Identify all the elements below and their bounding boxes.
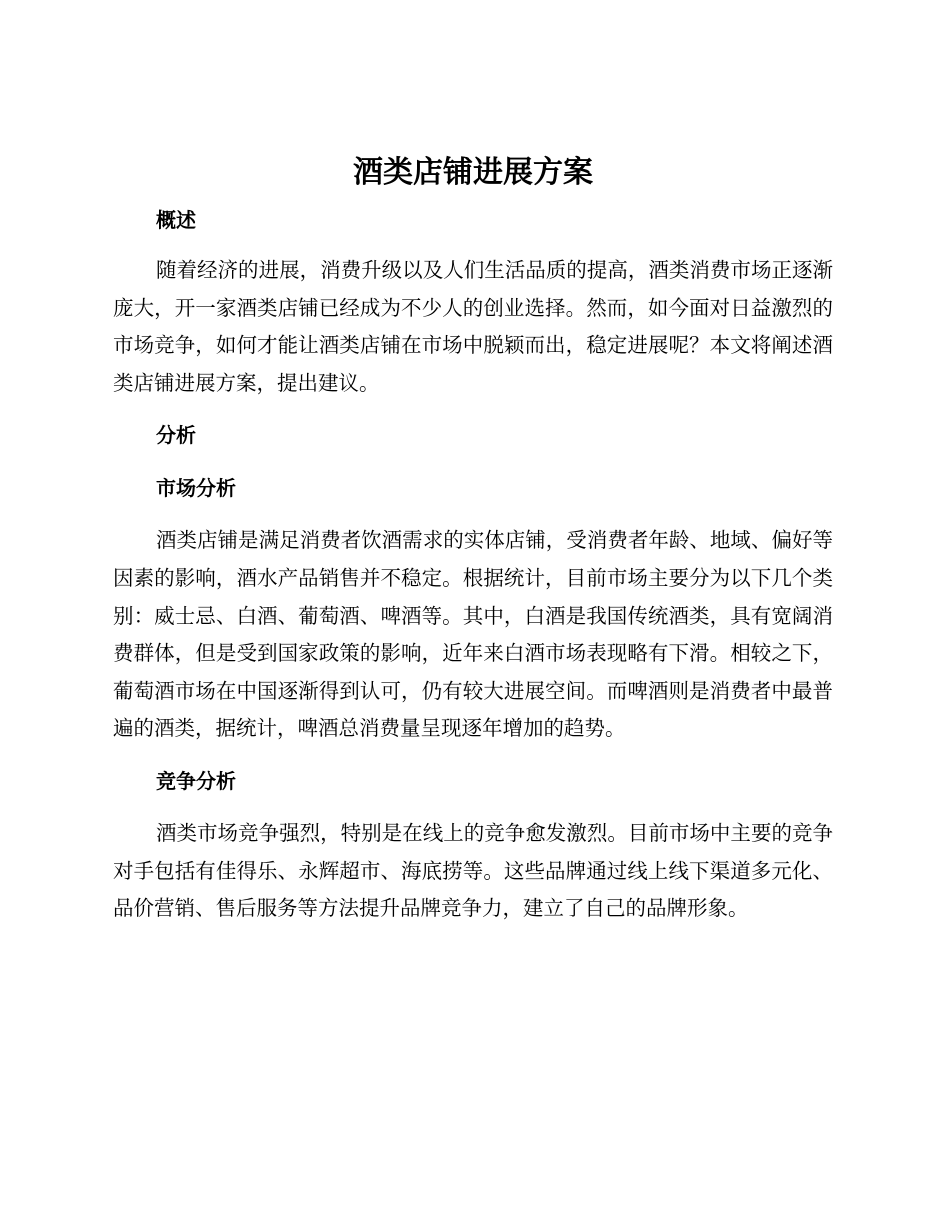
section-heading-competition-analysis: 竞争分析 — [156, 768, 236, 793]
section-heading-market-analysis: 市场分析 — [156, 476, 236, 501]
section-paragraph-market-analysis: 酒类店铺是满足消费者饮酒需求的实体店铺，受消费者年龄、地域、偏好等因素的影响，酒水产品销售并不稳定。根据统计，目前市场主要分为以下几个类别：威士忌、白酒、葡萄酒、啤酒等。其中，白酒是我国传统酒类，具有宽阔消费群体，但是受到国家政策的影响，近年来白酒市场表现略有下滑。相较之下，葡萄酒市场在中国逐渐得到认可，仍有较大进展空间。而啤酒则是消费者中最普遍的酒类，据统计，啤酒总消费量呈现逐年增加的趋势。 — [113, 528, 833, 741]
section-heading-analysis: 分析 — [156, 423, 196, 448]
section-paragraph-competition-analysis: 酒类市场竞争强烈，特别是在线上的竞争愈发激烈。目前市场中主要的竞争对手包括有佳得乐、永辉超市、海底捞等。这些品牌通过线上线下渠道多元化、品价营销、售后服务等方法提升品牌竞争力，建立了自己的品牌形象。 — [113, 820, 833, 921]
document-page — [113, 148, 833, 928]
section-heading-overview: 概述 — [156, 208, 196, 232]
section-paragraph-overview: 随着经济的进展，消费升级以及人们生活品质的提高，酒类消费市场正逐渐庞大，开一家酒类店铺已经成为不少人的创业选择。然而，如今面对日益激烈的市场竞争，如何才能让酒类店铺在市场中脱颖而出，稳定进展呢？本文将阐述酒类店铺进展方案，提出建议。 — [113, 258, 833, 395]
document-title: 酒类店铺进展方案 — [353, 155, 593, 190]
